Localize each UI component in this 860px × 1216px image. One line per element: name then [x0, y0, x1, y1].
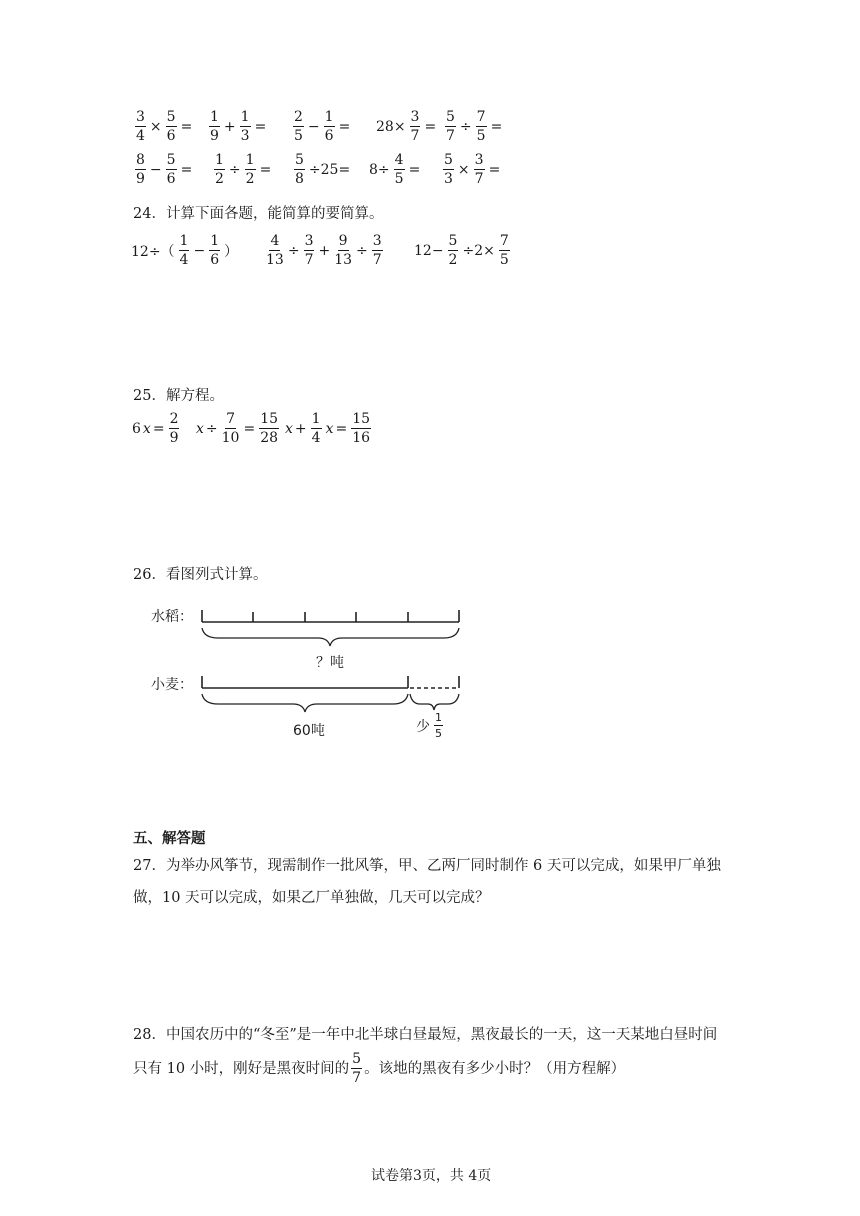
denominator: 7 [446, 128, 455, 144]
numerator: 5 [295, 152, 304, 168]
equals: = [180, 118, 193, 135]
numerator: 2 [294, 109, 303, 125]
operator: × [149, 118, 162, 135]
denominator: 5 [499, 252, 509, 268]
numerator: 3 [304, 233, 314, 249]
mid-term: ÷2× [462, 242, 495, 259]
numerator: 5 [166, 109, 176, 125]
rice-brace [202, 628, 459, 646]
equals: = [152, 420, 165, 437]
equals: = [335, 420, 348, 437]
row2-expr-1 [133, 153, 192, 186]
row2-expr-4 [369, 153, 420, 186]
denominator: 9 [210, 128, 219, 144]
numerator: 1 [210, 109, 219, 125]
page-footer: 试卷第3页，共 4页 [371, 1168, 492, 1184]
denominator: 28 [260, 430, 279, 446]
lead-term: 8÷ [369, 161, 390, 178]
numerator: 1 [240, 109, 250, 125]
operator: ÷ [459, 118, 472, 135]
row1-expr-1 [133, 110, 192, 143]
q24-expr-2 [264, 234, 385, 267]
numerator: 7 [499, 233, 509, 249]
operator: − [307, 118, 320, 135]
denominator: 7 [410, 128, 420, 144]
less-label [416, 712, 445, 739]
numerator: 3 [474, 152, 484, 168]
q28-text-b: 。该地的黑夜有多少小时？（用方程解） [364, 1060, 626, 1077]
numerator: 1 [210, 233, 220, 249]
equals: = [490, 118, 503, 135]
denominator: 6 [166, 171, 176, 187]
lead-term: 12− [414, 242, 444, 259]
operator: − [193, 242, 206, 259]
operator: + [318, 242, 331, 259]
operator: ÷ [287, 242, 300, 259]
less-brace [410, 694, 459, 710]
operator: + [294, 420, 307, 437]
denominator: 4 [311, 430, 321, 446]
denominator: 13 [266, 252, 284, 268]
numerator: 1 [215, 152, 224, 168]
row1-expr-4 [376, 110, 436, 143]
equals: = [180, 161, 193, 178]
q24-expr-1 [131, 234, 238, 267]
denominator: 4 [136, 128, 145, 144]
q25-eq-1 [132, 412, 181, 445]
denominator: 10 [221, 430, 240, 446]
wheat-bar [202, 676, 408, 688]
tail-term: ） [224, 243, 239, 260]
q26-title: 26．看图列式计算。 [133, 567, 268, 583]
q28-line-1: 28．中国农历中的“冬至”是一年中北半球白昼最短，黑夜最长的一天，这一天某地白昼时间 [133, 1027, 718, 1043]
operator: − [149, 161, 162, 178]
denominator: 8 [295, 171, 304, 187]
denominator: 5 [394, 171, 404, 187]
operator: ÷ [205, 420, 218, 437]
denominator: 6 [166, 128, 176, 144]
numerator: 4 [270, 233, 280, 249]
lead-term: 12÷（ [131, 243, 175, 260]
numerator: 1 [435, 711, 442, 724]
row2-expr-3 [292, 153, 350, 186]
q25-title: 25．解方程。 [133, 388, 224, 404]
equals: = [254, 118, 267, 135]
row2-expr-2 [212, 153, 271, 186]
wheat-brace [202, 694, 408, 712]
denominator: 5 [435, 727, 442, 740]
numerator: 7 [226, 411, 236, 427]
q24-title: 24．计算下面各题，能简算的要简算。 [133, 206, 384, 222]
denominator: 2 [245, 171, 255, 187]
equals: = [424, 118, 437, 135]
equals: = [259, 161, 272, 178]
numerator: 1 [179, 233, 189, 249]
numerator: 5 [446, 109, 455, 125]
numerator: 1 [311, 411, 321, 427]
q27-line-1: 27．为举办风筝节，现需制作一批风筝，甲、乙两厂同时制作 6 天可以完成，如果甲厂单独 [133, 858, 721, 874]
numerator: 15 [260, 411, 279, 427]
denominator: 3 [444, 171, 453, 187]
row2-expr-5 [441, 153, 500, 186]
wheat-label: 小麦： [151, 677, 193, 693]
numerator: 3 [372, 233, 382, 249]
section-5-title: 五、解答题 [133, 831, 206, 847]
numerator: 2 [169, 411, 179, 427]
q25-eq-3 [285, 412, 373, 445]
numerator: 5 [448, 233, 458, 249]
denominator: 2 [448, 252, 458, 268]
denominator: 5 [476, 128, 486, 144]
operator: ÷ [356, 242, 368, 259]
rice-label: 水稻： [151, 609, 193, 625]
lead-term: 28× [376, 118, 406, 135]
coefficient: 6 [132, 420, 141, 437]
equals: = [488, 161, 501, 178]
row1-expr-3 [291, 110, 350, 143]
numerator: 8 [136, 152, 145, 168]
variable: x [196, 420, 204, 437]
numerator: 5 [444, 152, 453, 168]
variable: x [142, 420, 151, 437]
numerator: 4 [394, 152, 404, 168]
q27-line-2: 做，10 天可以完成，如果乙厂单独做，几天可以完成？ [133, 890, 490, 906]
variable: x [285, 420, 293, 437]
numerator: 5 [352, 1051, 362, 1067]
tail-term: ÷25= [308, 161, 351, 178]
less-text: 少 [416, 718, 430, 735]
denominator: 9 [136, 171, 145, 187]
equals: = [243, 420, 256, 437]
row1-expr-2 [207, 110, 266, 143]
numerator: 1 [245, 152, 255, 168]
denominator: 7 [352, 1070, 362, 1086]
equals: = [408, 161, 421, 178]
denominator: 13 [334, 252, 353, 268]
operator: + [223, 118, 236, 135]
numerator: 9 [338, 233, 348, 249]
denominator: 6 [324, 128, 334, 144]
operator: × [457, 161, 470, 178]
numerator: 3 [136, 109, 145, 125]
row1-expr-5 [443, 110, 502, 143]
q28-line-2 [133, 1052, 625, 1085]
q24-expr-3 [414, 234, 512, 267]
denominator: 4 [179, 252, 189, 268]
denominator: 7 [304, 252, 314, 268]
q28-text-a: 只有 10 小时，刚好是黑夜时间的 [133, 1060, 350, 1077]
rice-bar [202, 610, 459, 622]
variable: x [325, 420, 334, 437]
denominator: 9 [169, 430, 179, 446]
denominator: 16 [352, 430, 371, 446]
denominator: 2 [215, 171, 224, 187]
denominator: 5 [294, 128, 303, 144]
numerator: 15 [352, 411, 371, 427]
numerator: 3 [410, 109, 420, 125]
numerator: 1 [324, 109, 334, 125]
operator: ÷ [228, 161, 241, 178]
q26-diagram [148, 600, 478, 750]
denominator: 7 [372, 252, 382, 268]
numerator: 7 [476, 109, 486, 125]
denominator: 7 [474, 171, 484, 187]
denominator: 3 [240, 128, 250, 144]
wheat-amount-label: 60吨 [293, 723, 325, 739]
numerator: 5 [166, 152, 176, 168]
equals: = [338, 118, 351, 135]
q25-eq-2 [196, 412, 281, 445]
rice-total-label: ？吨 [316, 655, 344, 671]
denominator: 6 [210, 252, 220, 268]
